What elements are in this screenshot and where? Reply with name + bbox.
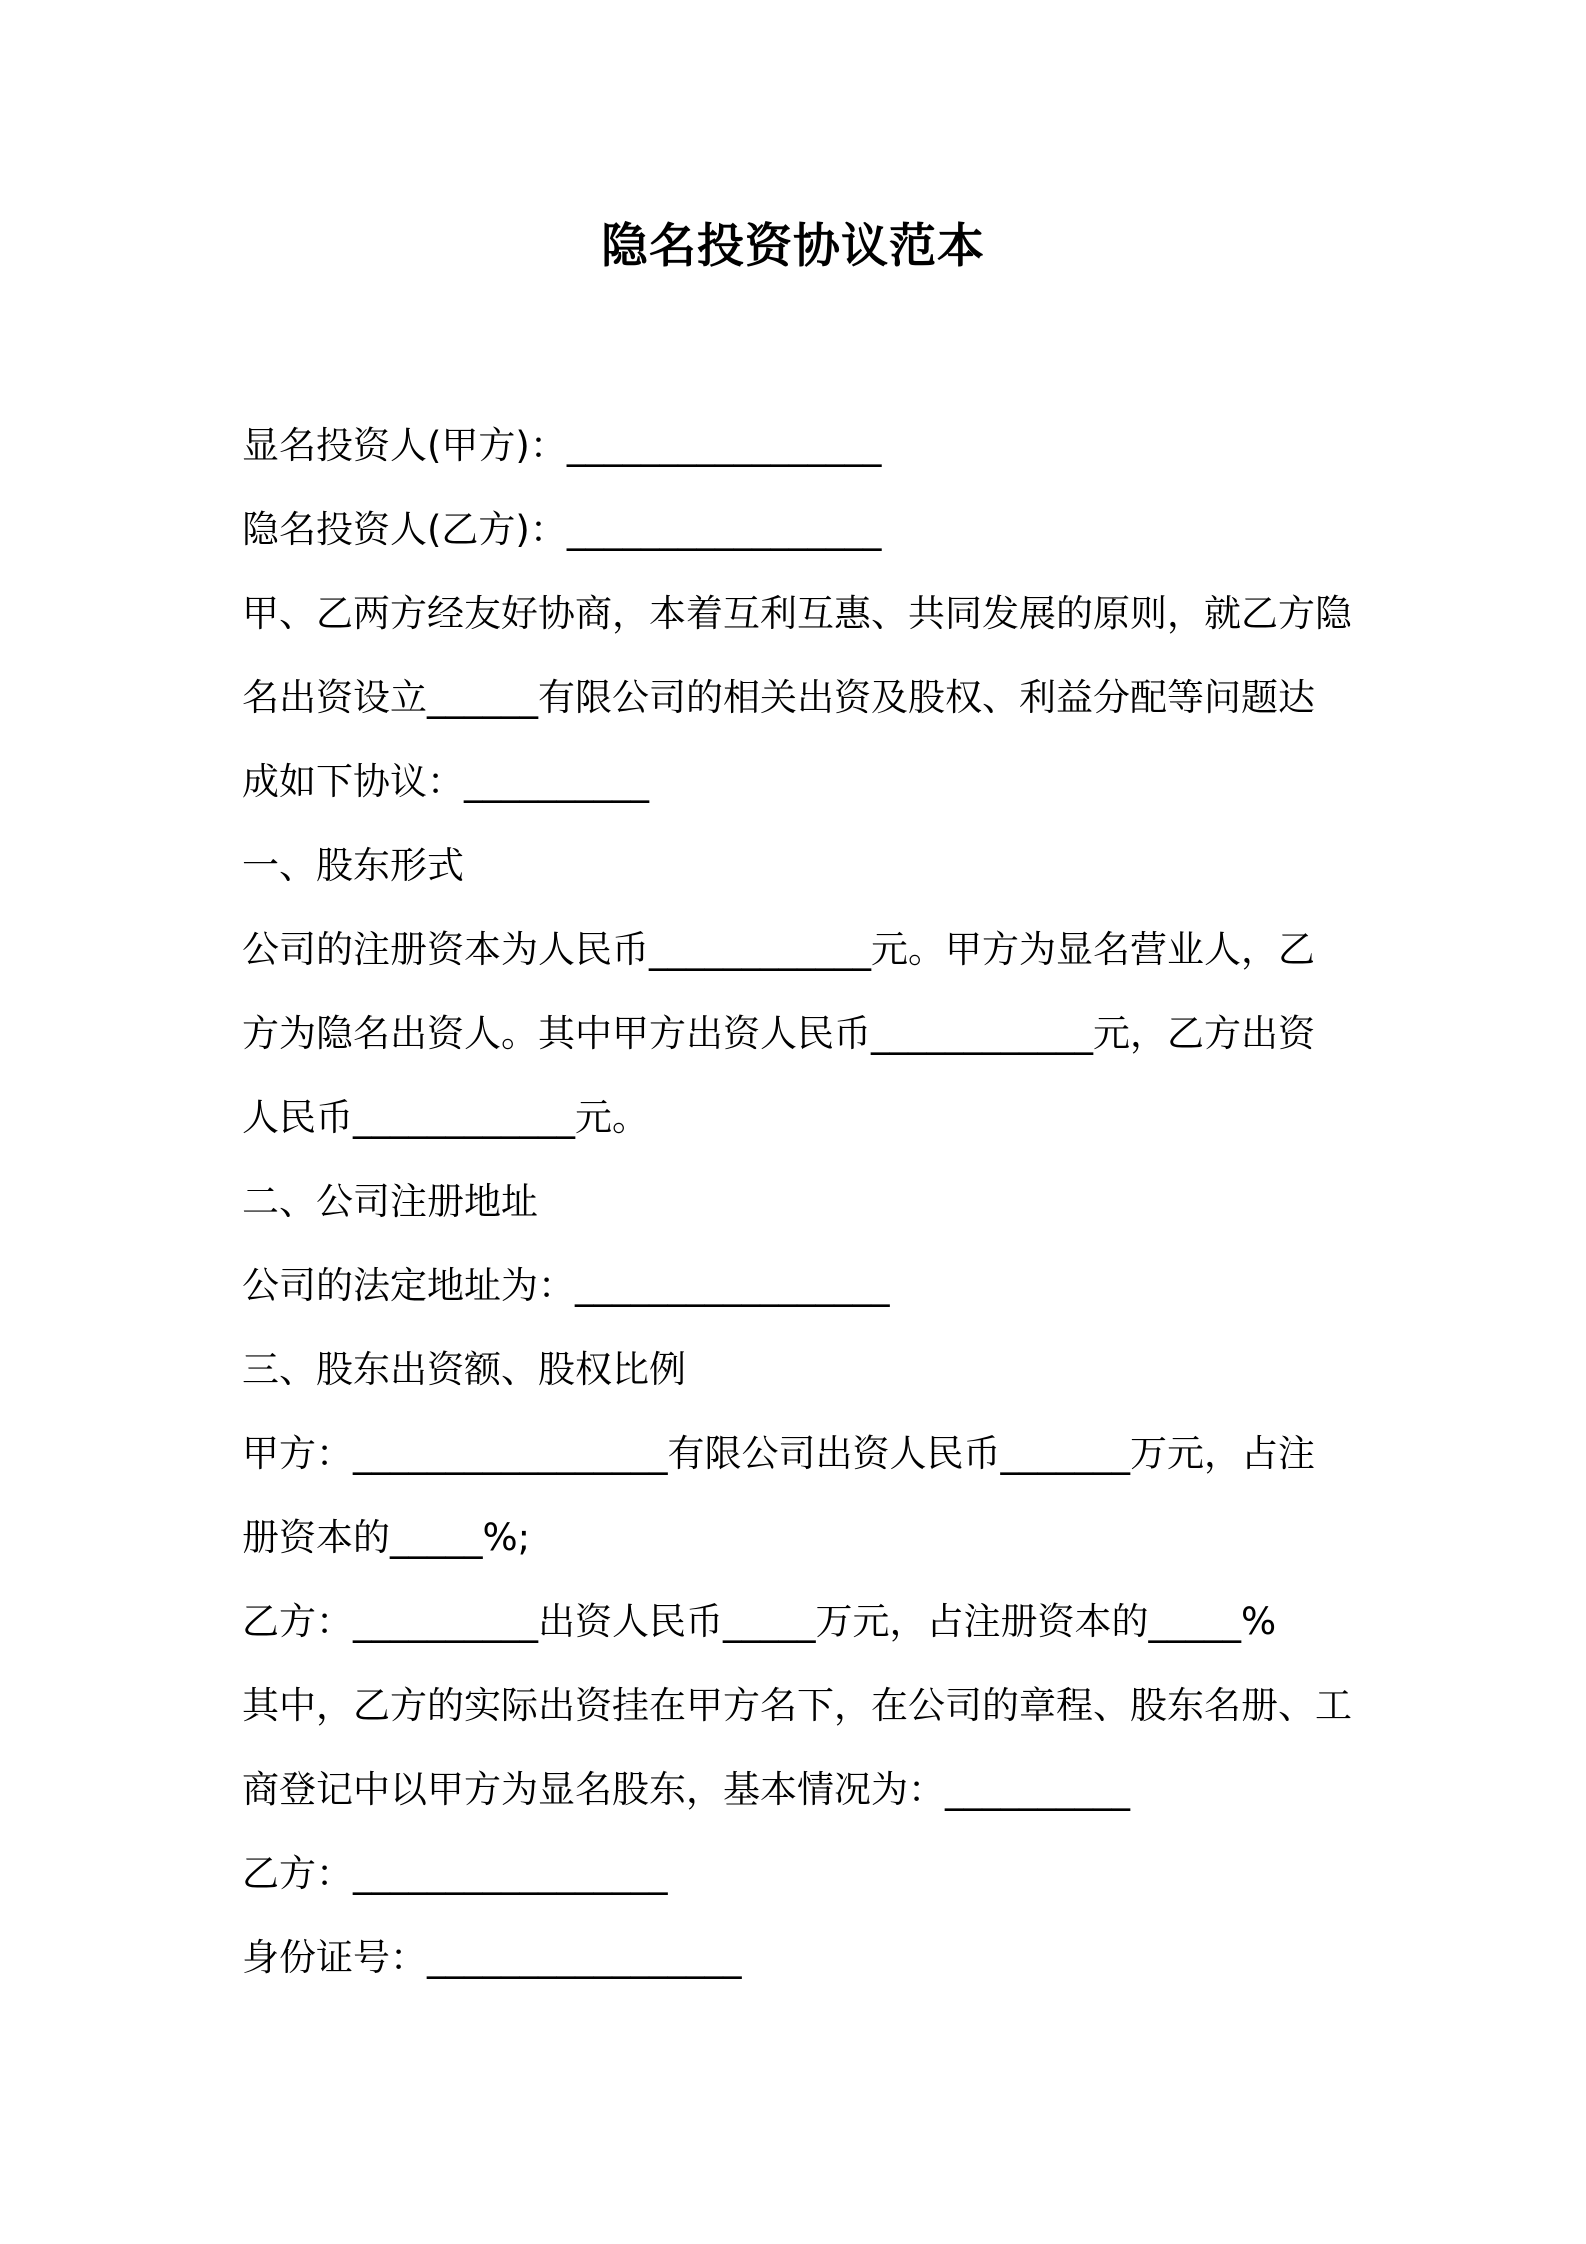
paragraph-intro-line-2: 名出资设立______有限公司的相关出资及股权、利益分配等问题达	[242, 676, 1315, 719]
document-title: 隐名投资协议范本	[601, 219, 985, 274]
id-number-field: 身份证号：_________________	[242, 1936, 742, 1979]
party-b-field: 乙方：_________________	[242, 1852, 668, 1895]
paragraph-party-b-contribution: 乙方：__________出资人民币_____万元，占注册资本的_____%	[242, 1600, 1277, 1643]
paragraph-capital-line-3: 人民币____________元。	[242, 1096, 649, 1139]
section-heading-1: 一、股东形式	[242, 844, 464, 887]
line-party-a: 显名投资人(甲方)：_________________	[242, 424, 882, 467]
line-party-b: 隐名投资人(乙方)：_________________	[242, 508, 882, 551]
paragraph-party-a-contribution-line-1: 甲方：_________________有限公司出资人民币_______万元，占注	[242, 1432, 1315, 1475]
paragraph-address: 公司的法定地址为：_________________	[242, 1264, 890, 1307]
paragraph-capital-line-1: 公司的注册资本为人民币____________元。甲方为显名营业人，乙	[242, 928, 1315, 971]
document-body	[242, 404, 1362, 2000]
section-heading-2: 二、公司注册地址	[242, 1180, 538, 1223]
paragraph-capital-line-2: 方为隐名出资人。其中甲方出资人民币____________元，乙方出资	[242, 1012, 1315, 1055]
paragraph-party-a-contribution-line-2: 册资本的_____%;	[242, 1516, 531, 1559]
paragraph-actual-contribution-line-1: 其中，乙方的实际出资挂在甲方名下，在公司的章程、股东名册、工	[242, 1684, 1352, 1727]
paragraph-intro-line-1: 甲、乙两方经友好协商，本着互利互惠、共同发展的原则，就乙方隐	[242, 592, 1352, 635]
paragraph-actual-contribution-line-2: 商登记中以甲方为显名股东，基本情况为：__________	[242, 1768, 1130, 1811]
paragraph-intro-line-3: 成如下协议：__________	[242, 760, 649, 803]
section-heading-3: 三、股东出资额、股权比例	[242, 1348, 686, 1391]
